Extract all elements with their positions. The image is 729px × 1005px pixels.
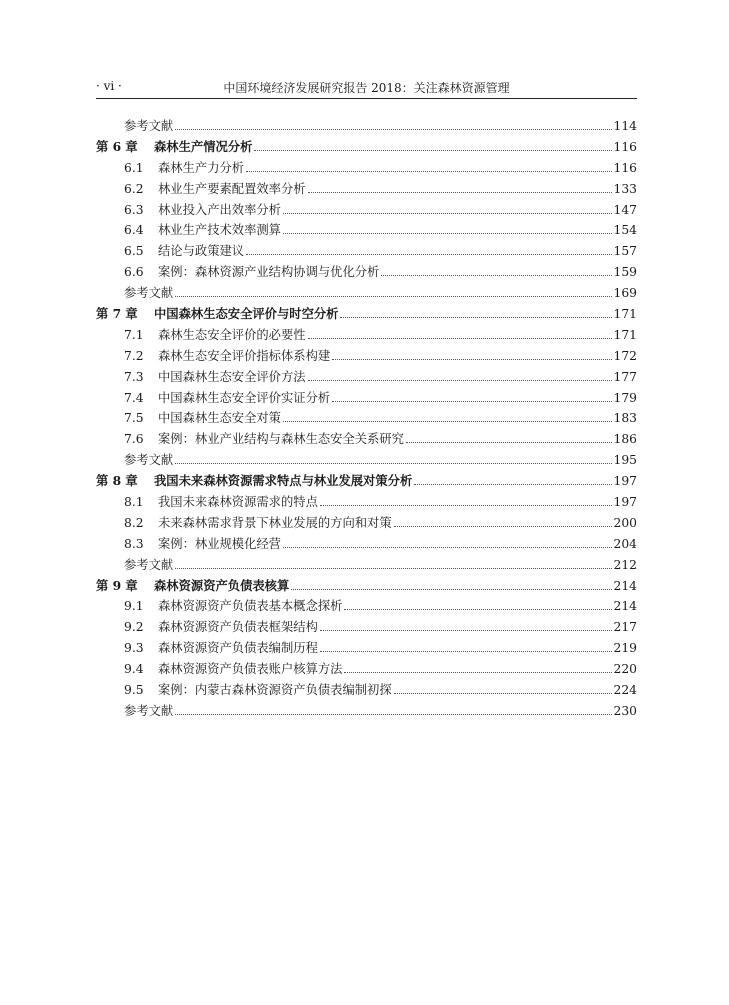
entry-number: 9.2 <box>124 620 144 635</box>
entry-page-number: 224 <box>613 683 637 698</box>
entry-title: 森林资源资产负债表账户核算方法 <box>158 662 343 677</box>
dot-leader <box>394 693 612 694</box>
dot-leader <box>320 505 612 506</box>
dot-leader <box>340 317 611 318</box>
entry-title: 中国森林生态安全评价与时空分析 <box>154 306 339 322</box>
entry-number: 6.1 <box>124 160 144 175</box>
toc-section-entry[interactable] <box>96 116 637 137</box>
toc-section-entry[interactable] <box>96 158 637 179</box>
entry-number: 第 8 章 <box>96 473 138 489</box>
toc-section-entry[interactable] <box>96 179 637 200</box>
entry-page-number: 157 <box>613 244 637 259</box>
dot-leader <box>283 421 612 422</box>
dot-leader <box>344 609 611 610</box>
entry-page-number: 179 <box>613 390 637 405</box>
dot-leader <box>332 401 611 402</box>
entry-page-number: 169 <box>613 286 637 301</box>
entry-title: 中国森林生态安全评价实证分析 <box>158 390 331 405</box>
dot-leader <box>175 463 611 464</box>
dot-leader <box>246 171 611 172</box>
entry-title: 林业投入产出效率分析 <box>158 202 281 217</box>
table-of-contents <box>96 116 637 722</box>
entry-page-number: 197 <box>613 474 637 489</box>
dot-leader <box>283 233 612 234</box>
dot-leader <box>406 442 612 443</box>
entry-page-number: 212 <box>613 557 637 572</box>
entry-page-number: 219 <box>613 641 637 656</box>
dot-leader <box>414 484 611 485</box>
entry-page-number: 195 <box>613 453 637 468</box>
entry-page-number: 116 <box>613 160 637 175</box>
entry-page-number: 197 <box>613 495 637 510</box>
dot-leader <box>332 359 611 360</box>
entry-number: 6.5 <box>124 244 144 259</box>
entry-number: 8.2 <box>124 515 144 530</box>
dot-leader <box>175 568 611 569</box>
toc-section-entry[interactable] <box>96 659 637 680</box>
entry-number: 9.5 <box>124 683 144 698</box>
toc-section-entry[interactable] <box>96 450 637 471</box>
entry-title: 参考文献 <box>124 453 174 468</box>
toc-section-entry[interactable] <box>96 283 637 304</box>
toc-chapter-entry[interactable] <box>96 304 637 325</box>
dot-leader <box>394 526 612 527</box>
entry-title: 中国森林生态安全对策 <box>158 411 281 426</box>
entry-title: 未来森林需求背景下林业发展的方向和对策 <box>158 515 392 530</box>
entry-title: 森林生态安全评价指标体系构建 <box>158 348 331 363</box>
toc-section-entry[interactable] <box>96 429 637 450</box>
entry-page-number: 154 <box>613 223 637 238</box>
entry-number: 第 7 章 <box>96 306 138 322</box>
toc-section-entry[interactable] <box>96 346 637 367</box>
entry-page-number: 147 <box>613 202 637 217</box>
entry-title: 参考文献 <box>124 286 174 301</box>
dot-leader <box>308 338 612 339</box>
toc-section-entry[interactable] <box>96 638 637 659</box>
toc-section-entry[interactable] <box>96 408 637 429</box>
dot-leader <box>254 150 611 151</box>
entry-number: 7.5 <box>124 411 144 426</box>
toc-section-entry[interactable] <box>96 492 637 513</box>
entry-title: 我国未来森林资源需求特点与林业发展对策分析 <box>154 473 413 489</box>
header-title: 中国环境经济发展研究报告 2018：关注森林资源管理 <box>223 81 510 95</box>
entry-page-number: 217 <box>613 620 637 635</box>
entry-number: 7.2 <box>124 348 144 363</box>
entry-title: 中国森林生态安全评价方法 <box>158 369 306 384</box>
entry-page-number: 116 <box>613 139 637 154</box>
entry-page-number: 171 <box>613 327 637 342</box>
entry-number: 7.3 <box>124 369 144 384</box>
entry-title: 参考文献 <box>124 703 174 718</box>
toc-chapter-entry[interactable] <box>96 471 637 492</box>
entry-number: 6.3 <box>124 202 144 217</box>
entry-number: 8.1 <box>124 495 144 510</box>
dot-leader <box>246 254 611 255</box>
dot-leader <box>320 630 612 631</box>
entry-number: 8.3 <box>124 536 144 551</box>
toc-section-entry[interactable] <box>96 596 637 617</box>
toc-section-entry[interactable] <box>96 617 637 638</box>
entry-page-number: 172 <box>613 348 637 363</box>
entry-title: 森林生态安全评价的必要性 <box>158 327 306 342</box>
running-header <box>96 76 637 99</box>
entry-page-number: 204 <box>613 536 637 551</box>
toc-section-entry[interactable] <box>96 241 637 262</box>
dot-leader <box>320 651 612 652</box>
entry-title: 案例：内蒙古森林资源资产负债表编制初探 <box>158 683 392 698</box>
entry-number: 9.4 <box>124 662 144 677</box>
entry-title: 结论与政策建议 <box>158 244 245 259</box>
header-page-number: · vi · <box>96 79 122 93</box>
toc-section-entry[interactable] <box>96 680 637 701</box>
entry-title: 案例：林业产业结构与森林生态安全关系研究 <box>158 432 404 447</box>
dot-leader <box>175 714 611 715</box>
toc-section-entry[interactable] <box>96 701 637 722</box>
toc-section-entry[interactable] <box>96 534 637 555</box>
dot-leader <box>344 672 611 673</box>
entry-title: 我国未来森林资源需求的特点 <box>158 495 318 510</box>
entry-page-number: 230 <box>613 703 637 718</box>
entry-title: 参考文献 <box>124 119 174 133</box>
entry-number: 6.4 <box>124 223 144 238</box>
entry-page-number: 177 <box>613 369 637 384</box>
entry-number: 9.1 <box>124 599 144 614</box>
entry-title: 林业生产要素配置效率分析 <box>158 181 306 196</box>
entry-number: 7.6 <box>124 432 144 447</box>
entry-title: 案例：森林资源产业结构协调与优化分析 <box>158 265 380 280</box>
toc-section-entry[interactable] <box>96 513 637 534</box>
entry-title: 森林资源资产负债表基本概念探析 <box>158 599 343 614</box>
dot-leader <box>291 589 611 590</box>
entry-title: 森林资源资产负债表核算 <box>154 577 290 593</box>
entry-number: 9.3 <box>124 641 144 656</box>
entry-number: 第 9 章 <box>96 577 138 593</box>
entry-title: 参考文献 <box>124 557 174 572</box>
dot-leader <box>175 296 611 297</box>
dot-leader <box>381 275 611 276</box>
toc-section-entry[interactable] <box>96 325 637 346</box>
entry-page-number: 133 <box>613 181 637 196</box>
toc-section-entry[interactable] <box>96 367 637 388</box>
toc-section-entry[interactable] <box>96 200 637 221</box>
entry-page-number: 214 <box>613 578 637 593</box>
entry-number: 6.6 <box>124 265 144 280</box>
entry-title: 森林资源资产负债表编制历程 <box>158 641 318 656</box>
entry-page-number: 220 <box>613 662 637 677</box>
entry-title: 林业生产技术效率测算 <box>158 223 281 238</box>
entry-title: 森林生产力分析 <box>158 160 245 175</box>
entry-page-number: 200 <box>613 515 637 530</box>
entry-number: 6.2 <box>124 181 144 196</box>
dot-leader <box>308 380 612 381</box>
dot-leader <box>175 129 611 130</box>
entry-page-number: 183 <box>613 411 637 426</box>
entry-number: 7.4 <box>124 390 144 405</box>
entry-number: 第 6 章 <box>96 138 138 154</box>
entry-page-number: 171 <box>613 307 637 322</box>
entry-page-number: 159 <box>613 265 637 280</box>
dot-leader <box>308 192 612 193</box>
entry-page-number: 114 <box>613 119 637 133</box>
entry-number: 7.1 <box>124 327 144 342</box>
entry-page-number: 186 <box>613 432 637 447</box>
toc-section-entry[interactable] <box>96 262 637 283</box>
dot-leader <box>283 547 612 548</box>
toc-chapter-entry[interactable] <box>96 137 637 158</box>
entry-title: 案例：林业规模化经营 <box>158 536 281 551</box>
toc-chapter-entry[interactable] <box>96 576 637 597</box>
entry-title: 森林资源资产负债表框架结构 <box>158 620 318 635</box>
toc-section-entry[interactable] <box>96 555 637 576</box>
toc-section-entry[interactable] <box>96 388 637 409</box>
entry-page-number: 214 <box>613 599 637 614</box>
toc-section-entry[interactable] <box>96 220 637 241</box>
dot-leader <box>283 213 612 214</box>
entry-title: 森林生产情况分析 <box>154 138 253 154</box>
